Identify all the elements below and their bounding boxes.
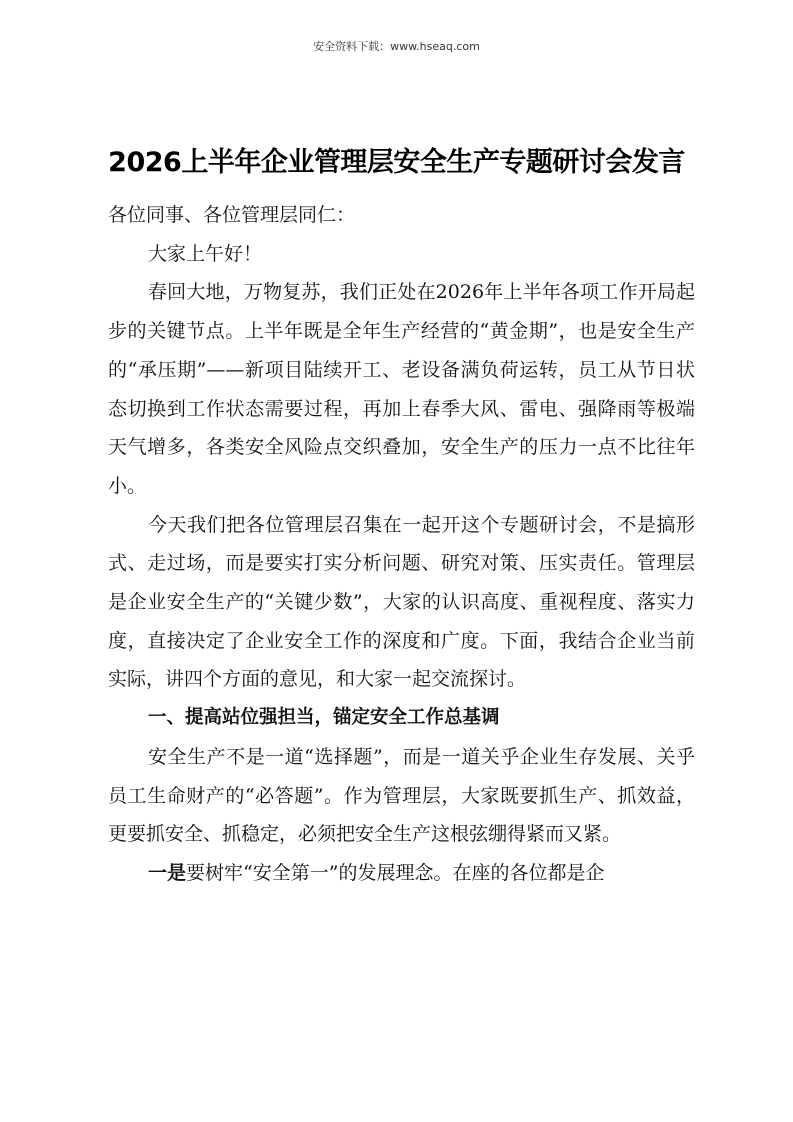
section-paragraph-1: 安全生产不是一道“选择题”，而是一道关乎企业生存发展、关乎员工生命财产的“必答题”。作为管理层，大家既要抓生产、抓效益，更要抓安全、抓稳定，必须把安全生产这根弦绷得紧而又紧。: [108, 745, 695, 846]
paragraph-purpose: 今天我们把各位管理层召集在一起开这个专题研讨会，不是搞形式、走过场，而是要实打实分析问题、研究对策、压实责任。管理层是企业安全生产的“关键少数”，大家的认识高度、重视程度、落实力度，直接决定了企业安全工作的深度和广度。下面，我结合企业当前实际，讲四个方面的意见，和大家一起交流探讨。: [108, 513, 695, 691]
salutation: 各位同事、各位管理层同仁：: [108, 204, 356, 226]
point-paragraph-1: [108, 854, 695, 893]
document-body: [108, 196, 695, 893]
document-title: 2026上半年企业管理层安全生产专题研讨会发言: [108, 147, 685, 178]
header-download-note: 安全资料下载：www.hseaq.com: [313, 40, 480, 53]
point-text: 要树牢“安全第一”的发展理念。在座的各位都是企: [186, 861, 605, 884]
section-heading-1: 一、提高站位强担当，锚定安全工作总基调: [148, 707, 500, 729]
paragraph-opening: 春回大地，万物复苏，我们正处在2026年上半年各项工作开局起步的关键节点。上半年既是全年生产经营的“黄金期”，也是安全生产的“承压期”——新项目陆续开工、老设备满负荷运转，员工从节日状态切换到工作状态需要过程，再加上春季大风、雷电、强降雨等极端天气增多，各类安全风险点交织叠加，安全生产的压力一点不比往年小。: [108, 281, 695, 497]
point-lead: 一是: [148, 861, 187, 884]
greeting: 大家上午好！: [148, 242, 263, 265]
